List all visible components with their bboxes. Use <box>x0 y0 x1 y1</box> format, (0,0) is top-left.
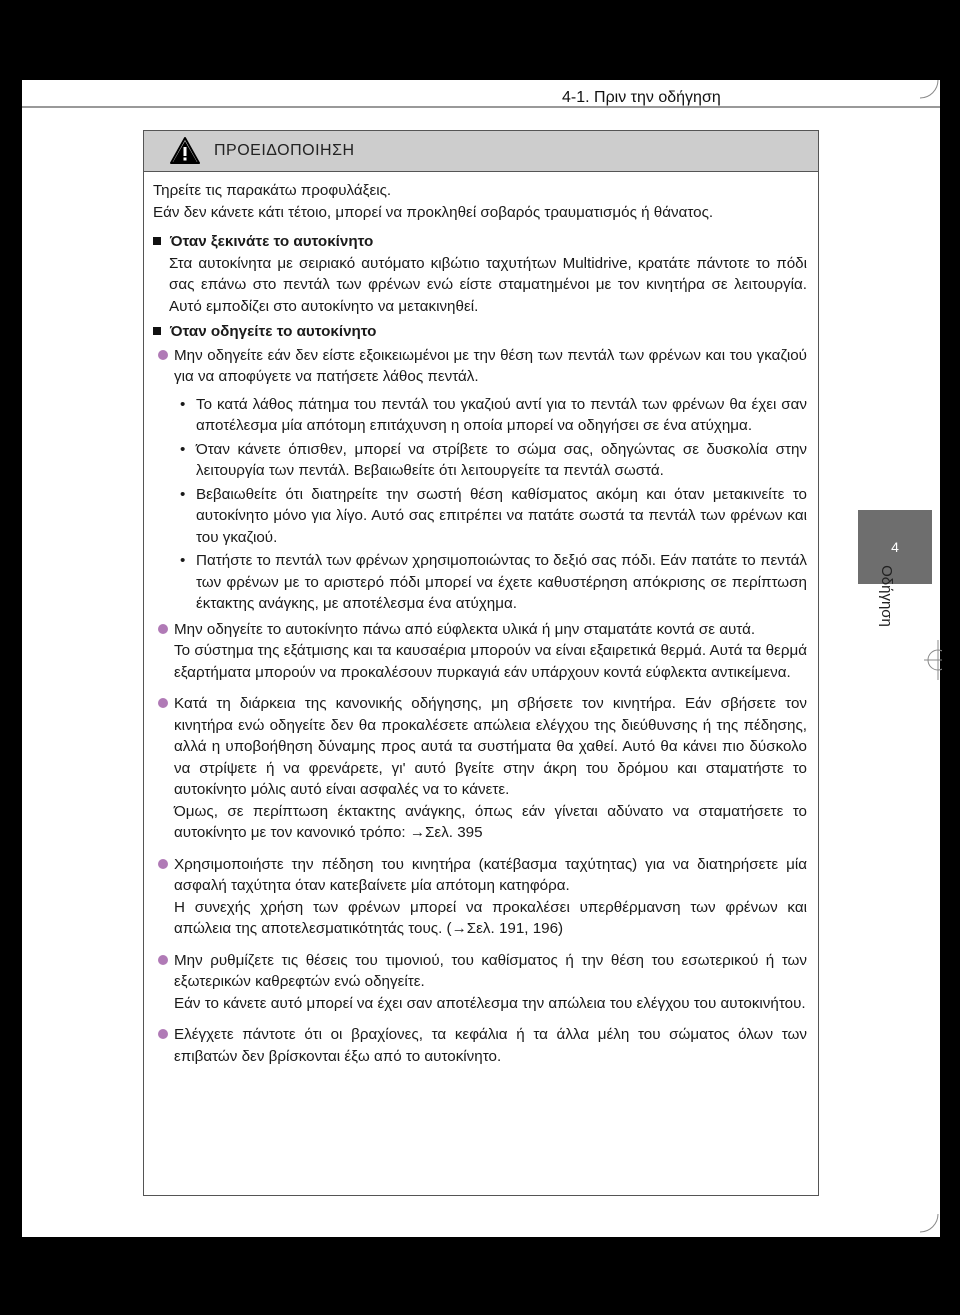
square-bullet-icon <box>153 327 161 335</box>
square-bullet-icon <box>153 237 161 245</box>
dot-bullet-icon: • <box>180 395 186 413</box>
sub-list-item-text: Πατήστε το πεντάλ των φρένων χρησιμοποιώντας το δεξιό σας πόδι. Εάν πατάτε το πεντάλ των φρένων με το αριστερό πόδι μπορεί να έχετε καθυστέρηση απόκρισης σε περίπτωση έκτακτης ανάγκης, με αποτέλεσμα ένα ατύχημα. <box>196 552 807 612</box>
list-item-text: Μην οδηγείτε το αυτοκίνητο πάνω από εύφλεκτα υλικά ή μην σταματάτε κοντά σε αυτά. <box>174 620 756 638</box>
warning-header <box>144 131 818 172</box>
warning-intro-line: Τηρείτε τις παρακάτω προφυλάξεις. <box>153 182 392 199</box>
chapter-number: 4 <box>891 539 899 555</box>
list-item-text: Μην οδηγείτε εάν δεν είστε εξοικειωμένοι με την θέση των πεντάλ των φρένων και του γκαζιού για να αποφύγετε να πατήσετε λάθος πεντάλ. <box>174 346 807 385</box>
list-item-text: Κατά τη διάρκεια της κανονικής οδήγησης, μη σβήσετε τον κινητήρα. Εάν σβήσετε τον κινητήρα ενώ οδηγείτε δεν θα προκαλέσετε απώλεια ελέγχου της διεύθυνσης ή της πέδησης, αλλά η υποβοήθηση δύναμης προς αυτά τα συστήματα θα χαθεί. Αυτό θα κάνει πιο δύσκολο να στρίψετε ή να φρενάρετε, γι' αυτό βγείτε στην άκρη του δρόμου και σταματήστε το αυτοκίνητο μόλις αυτό είναι ασφαλές να το κάνετε. <box>174 695 807 798</box>
sub-list <box>174 394 807 615</box>
sub-list-item <box>174 484 807 549</box>
warning-triangle-icon <box>170 136 200 166</box>
round-bullet-icon <box>158 859 168 869</box>
list-item-text: Ελέγχετε πάντοτε ότι οι βραχίονες, τα κεφάλια ή τα άλλα μέλη του σώματος όλων των επιβατών δεν βρίσκονται έξω από το αυτοκίνητο. <box>174 1026 807 1065</box>
round-bullet-icon <box>158 955 168 965</box>
list-item <box>153 854 807 940</box>
warning-box <box>143 130 819 1196</box>
sub-list-item-text: Το κατά λάθος πάτημα του πεντάλ του γκαζιού αντί για το πεντάλ των φρένων θα έχει σαν αποτέλεσμα μία απότομη επιτάχυνση η οποία μπορεί να οδηγήσει σε ένα ατύχημα. <box>196 395 807 434</box>
sub-list-item-text: Όταν κάνετε όπισθεν, μπορεί να στρίβετε το σώμα σας, οδηγώντας σε δυσκολία στην λειτουργία των πεντάλ. Βεβαιωθείτε ότι λειτουργείτε τα πεντάλ σωστά. <box>196 440 807 479</box>
list-item-text: Χρησιμοποιήστε την πέδηση του κινητήρα (κατέβασμα ταχύτητας) για να διατηρήσετε μία ασφαλή ταχύτητα όταν κατεβαίνετε μία απότομη κατηφόρα. <box>174 855 807 894</box>
round-bullet-icon <box>158 350 168 360</box>
dot-bullet-icon: • <box>180 552 186 569</box>
crop-mark-icon <box>918 1212 942 1236</box>
list-item-text: Εάν το κάνετε αυτό μπορεί να έχει σαν αποτέλεσμα την απώλεια του ελέγχου του αυτοκινήτου. <box>174 994 806 1012</box>
list-item-text: Μην ρυθμίζετε τις θέσεις του τιμονιού, του καθίσματος ή την θέση του εσωτερικού ή των εξωτερικών καθρεφτών ενώ οδηγείτε. <box>174 951 807 990</box>
list-item-text: Το σύστημα της εξάτμισης και τα καυσαέρια μπορούν να είναι εξαιρετικά θερμά. Αυτά τα θερμά εξαρτήματα μπορούν να προκαλέσουν πυρκαγιά εάν υπάρχουν κοντά εύφλεκτα αντικείμενα. <box>174 642 807 681</box>
round-bullet-icon <box>158 698 168 708</box>
chapter-label-text: Οδήγηση <box>878 565 895 627</box>
chapter-tab[interactable] <box>858 510 932 584</box>
list-item <box>153 1024 807 1067</box>
list-item <box>153 950 807 1015</box>
list-item <box>153 619 807 684</box>
sub-list-item <box>174 439 807 482</box>
header-divider <box>22 106 940 108</box>
list-item <box>153 693 807 844</box>
section-text: Στα αυτοκίνητα με σειριακό αυτόματο κιβώτιο ταχυτήτων Multidrive, κρατάτε πάντοτε το πόδι σας επάνω στο πεντάλ των φρένων ενώ είστε σταματημένοι με τον κινητήρα σε λειτουργία. Αυτό εμποδίζει στο αυτοκίνητο να μετακινηθεί. <box>169 254 807 315</box>
dot-bullet-icon: • <box>180 485 186 503</box>
sub-list-item <box>174 550 807 615</box>
sub-list-item <box>174 394 807 437</box>
registration-mark-icon <box>918 640 942 680</box>
manual-page <box>22 80 940 1237</box>
warning-intro-line: Εάν δεν κάνετε κάτι τέτοιο, μπορεί να προκληθεί σοβαρός τραυματισμός ή θάνατος. <box>153 203 714 221</box>
section-heading-text: Όταν ξεκινάτε το αυτοκίνητο <box>170 233 374 250</box>
sub-list-item-text: Βεβαιωθείτε ότι διατηρείτε την σωστή θέση καθίσματος ακόμη και όταν μετακινείτε το αυτοκίνητο μόνο για λίγο. Αυτό σας επιτρέπει να πατάτε σωστά τα πεντάλ των φρένων και του γκαζιού. <box>196 485 807 546</box>
section-title: 4-1. Πριν την οδήγηση <box>562 89 721 106</box>
crop-mark-icon <box>918 78 942 102</box>
section-heading-text: Όταν οδηγείτε το αυτοκίνητο <box>170 323 377 340</box>
warning-body <box>144 172 818 1067</box>
round-bullet-icon <box>158 624 168 634</box>
list-item-text: Όμως, σε περίπτωση έκτακτης ανάγκης, όπως εάν γίνεται αδύνατο να σταματήσετε το αυτοκίνητο με τον κανονικό τρόπο: →Σελ. 395 <box>174 802 807 841</box>
warning-title: ΠΡΟΕΙΔΟΠΟΙΗΣΗ <box>214 142 355 159</box>
list-item-text: Η συνεχής χρήση των φρένων μπορεί να προκαλέσει υπερθέρμανση των φρένων και απώλεια της αποτελεσματικότητάς τους. (→Σελ. 191, 196) <box>174 898 807 937</box>
round-bullet-icon <box>158 1029 168 1039</box>
list-item <box>153 345 807 617</box>
dot-bullet-icon: • <box>180 440 186 458</box>
section-heading <box>153 231 807 253</box>
section-heading <box>153 321 807 343</box>
